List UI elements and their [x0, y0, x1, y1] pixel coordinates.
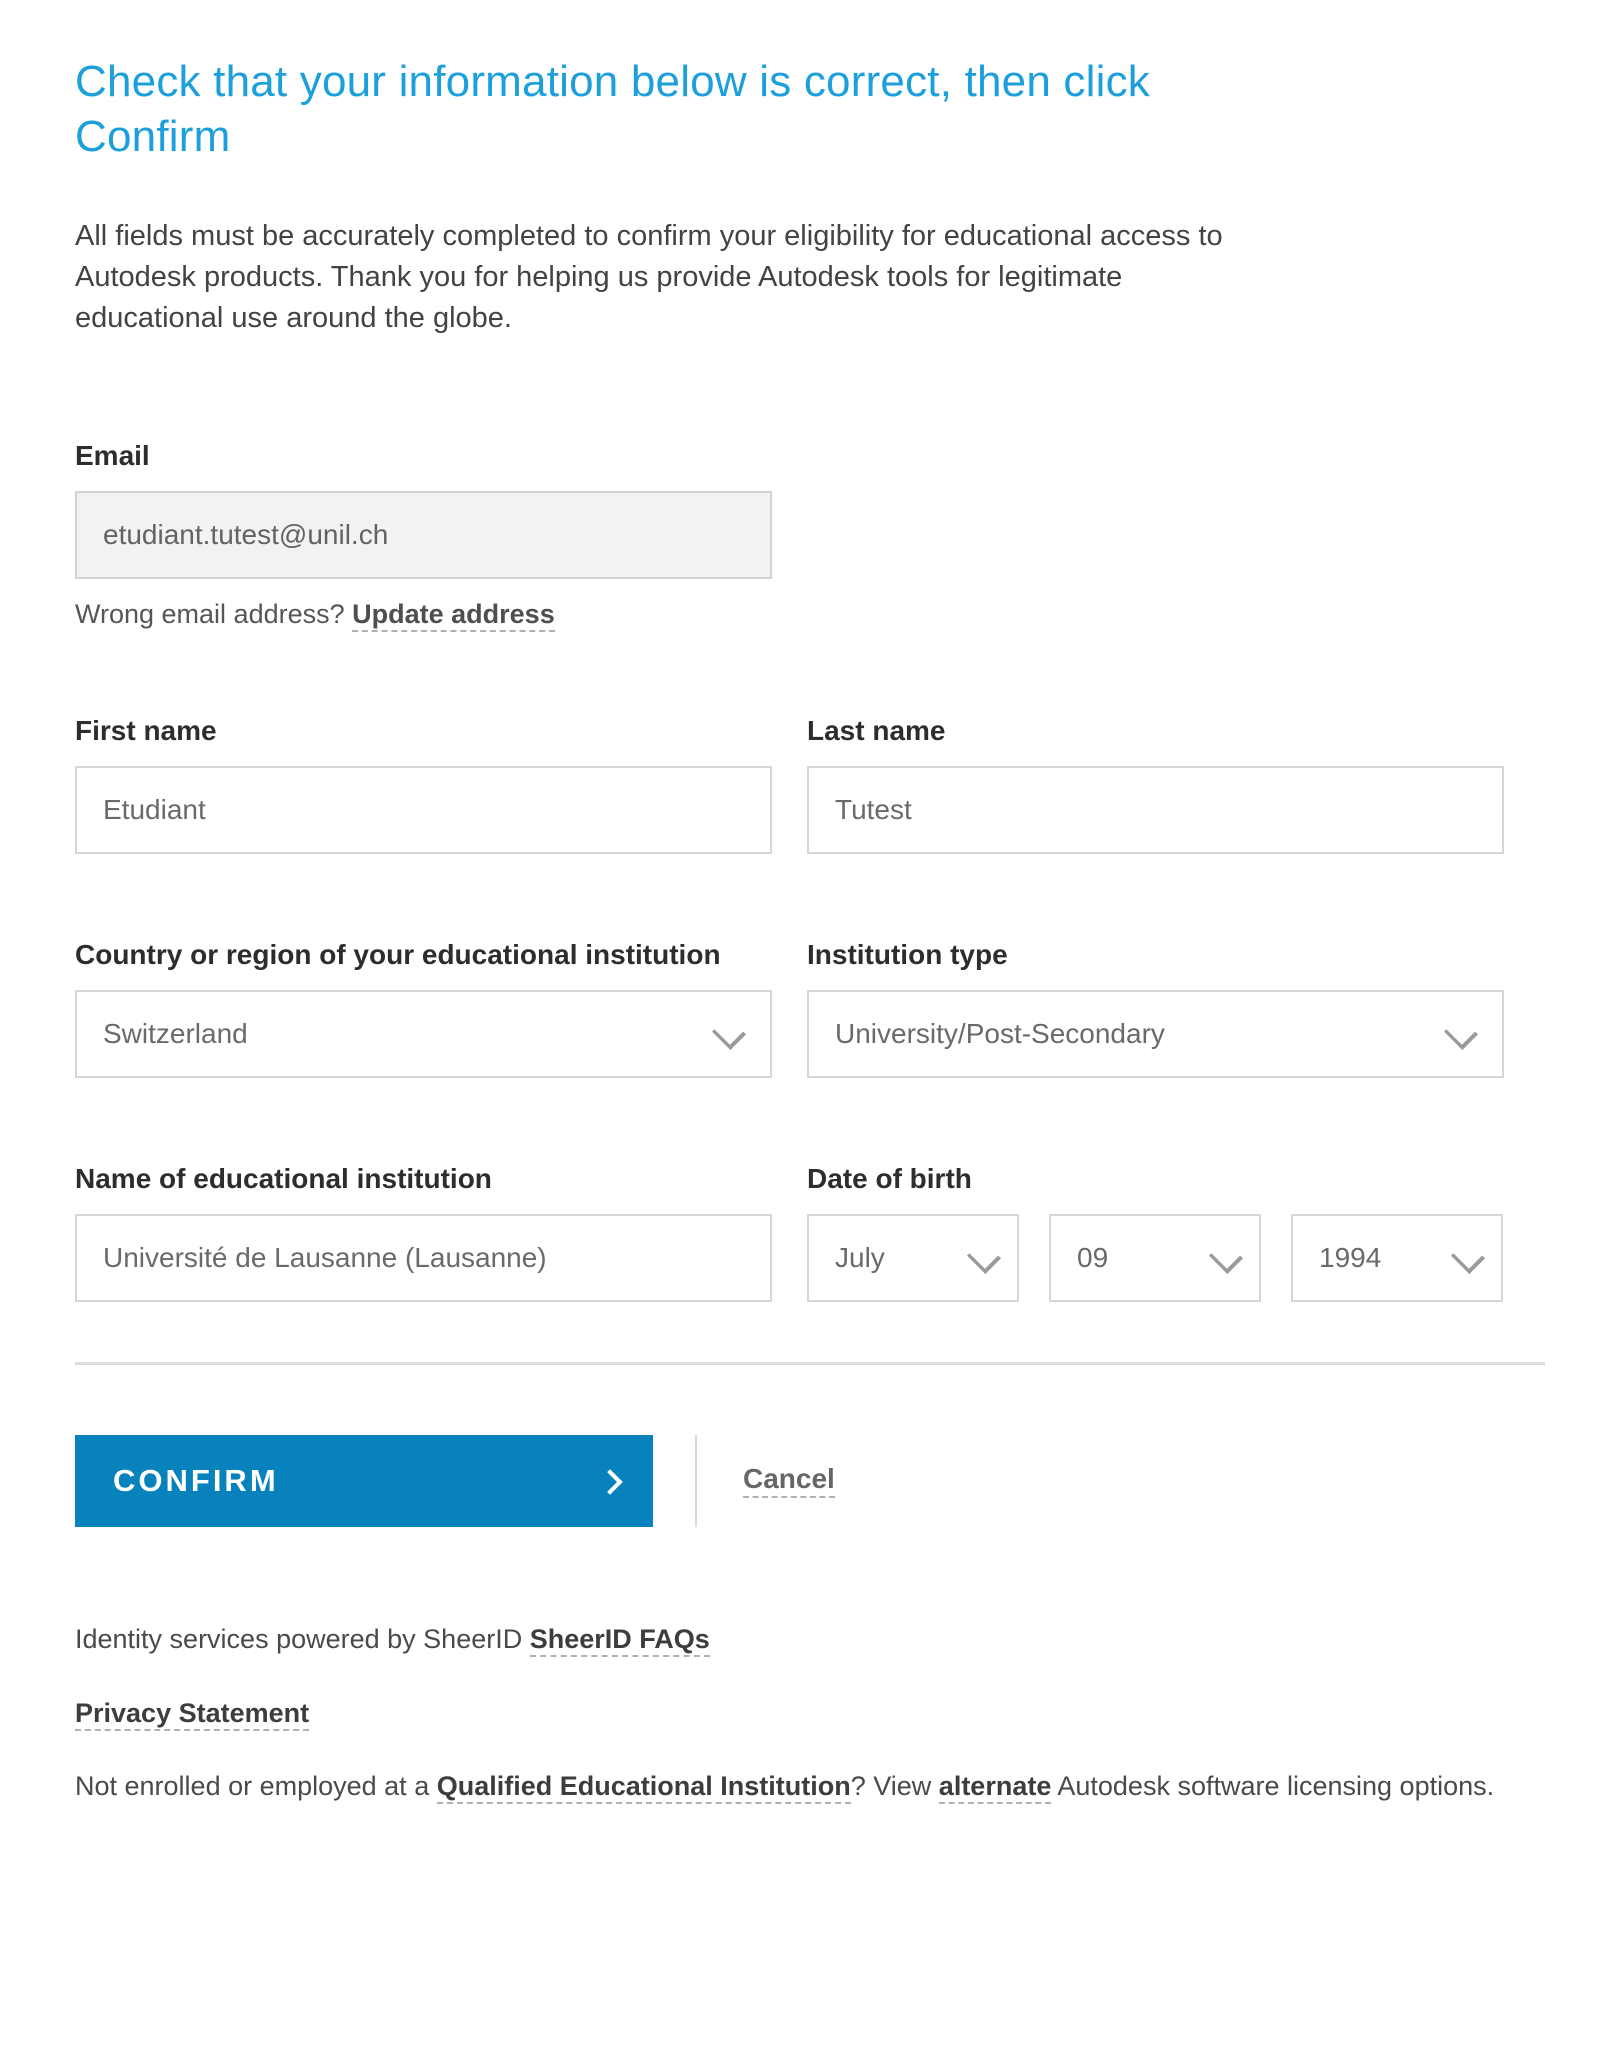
email-field-group: [75, 435, 1545, 630]
alternate-options-link[interactable]: alternate: [939, 1771, 1052, 1804]
dob-month-value: July: [835, 1241, 885, 1273]
alt-prefix-text: Not enrolled or employed at a: [75, 1770, 437, 1801]
privacy-statement-link[interactable]: Privacy Statement: [75, 1698, 309, 1731]
institution-dob-row: [75, 1158, 1545, 1302]
institution-type-label: Institution type: [807, 938, 1008, 970]
powered-by-text: Identity services powered by SheerID: [75, 1623, 530, 1654]
country-label: Country or region of your educational institution: [75, 938, 721, 970]
dob-year-select[interactable]: [1291, 1214, 1503, 1302]
dob-year-value: 1994: [1319, 1241, 1382, 1273]
country-select-value: Switzerland: [103, 1017, 248, 1049]
email-help-prefix: Wrong email address?: [75, 598, 353, 629]
dob-day-value: 09: [1077, 1241, 1109, 1273]
chevron-right-icon: [599, 1468, 617, 1494]
institution-name-label: Name of educational institution: [75, 1162, 492, 1194]
page-title-line1: Check that your information below is correct, then click: [75, 57, 1150, 106]
first-name-label: First name: [75, 714, 217, 746]
country-institution-row: [75, 934, 1545, 1078]
last-name-field-group: [807, 710, 1504, 854]
first-name-field-group: [75, 710, 772, 854]
alt-mid-text: ? View: [850, 1770, 939, 1801]
qualified-institution-link[interactable]: Qualified Educational Institution: [437, 1771, 851, 1804]
name-row: [75, 710, 1545, 854]
action-row: [75, 1435, 1545, 1527]
email-label: Email: [75, 439, 150, 471]
dob-field-group: [807, 1158, 1504, 1302]
chevron-down-icon: [716, 1016, 740, 1040]
dob-label: Date of birth: [807, 1162, 972, 1194]
update-address-link[interactable]: Update address: [352, 599, 555, 632]
institution-type-select-value: University/Post-Secondary: [835, 1017, 1165, 1049]
confirm-button[interactable]: [75, 1435, 653, 1527]
confirm-button-label: CONFIRM: [113, 1462, 279, 1498]
privacy-line: [75, 1693, 1545, 1734]
last-name-input[interactable]: [807, 766, 1504, 854]
alt-suffix-text: Autodesk software licensing options.: [1051, 1770, 1495, 1801]
email-input[interactable]: [75, 491, 772, 579]
institution-type-select[interactable]: [807, 990, 1504, 1078]
email-help-text: [75, 599, 1545, 630]
chevron-down-icon: [1448, 1016, 1472, 1040]
sheerid-faqs-link[interactable]: SheerID FAQs: [530, 1624, 710, 1657]
alternate-licensing-line: [75, 1766, 1505, 1807]
institution-name-field-group: [75, 1158, 772, 1302]
institution-name-input[interactable]: [75, 1214, 772, 1302]
page-title-line2: Confirm: [75, 111, 231, 161]
last-name-label: Last name: [807, 714, 946, 746]
chevron-down-icon: [1455, 1240, 1479, 1264]
first-name-input[interactable]: [75, 766, 772, 854]
dob-month-select[interactable]: [807, 1214, 1019, 1302]
dob-selects: [807, 1214, 1504, 1302]
chevron-down-icon: [971, 1240, 995, 1264]
country-select[interactable]: [75, 990, 772, 1078]
institution-type-field-group: [807, 934, 1504, 1078]
intro-text: All fields must be accurately completed to confirm your eligibility for educational access to Autodesk products. Thank you for helping us provide Autodesk tools for legitimate educational use around the globe.: [75, 220, 1223, 335]
page-title: [75, 55, 1545, 164]
footer: [75, 1619, 1545, 1807]
cancel-link[interactable]: Cancel: [743, 1463, 835, 1498]
powered-by-line: [75, 1619, 1545, 1660]
country-field-group: [75, 934, 772, 1078]
dob-day-select[interactable]: [1049, 1214, 1261, 1302]
section-divider: [75, 1362, 1545, 1365]
chevron-down-icon: [1213, 1240, 1237, 1264]
action-separator: [695, 1435, 697, 1527]
